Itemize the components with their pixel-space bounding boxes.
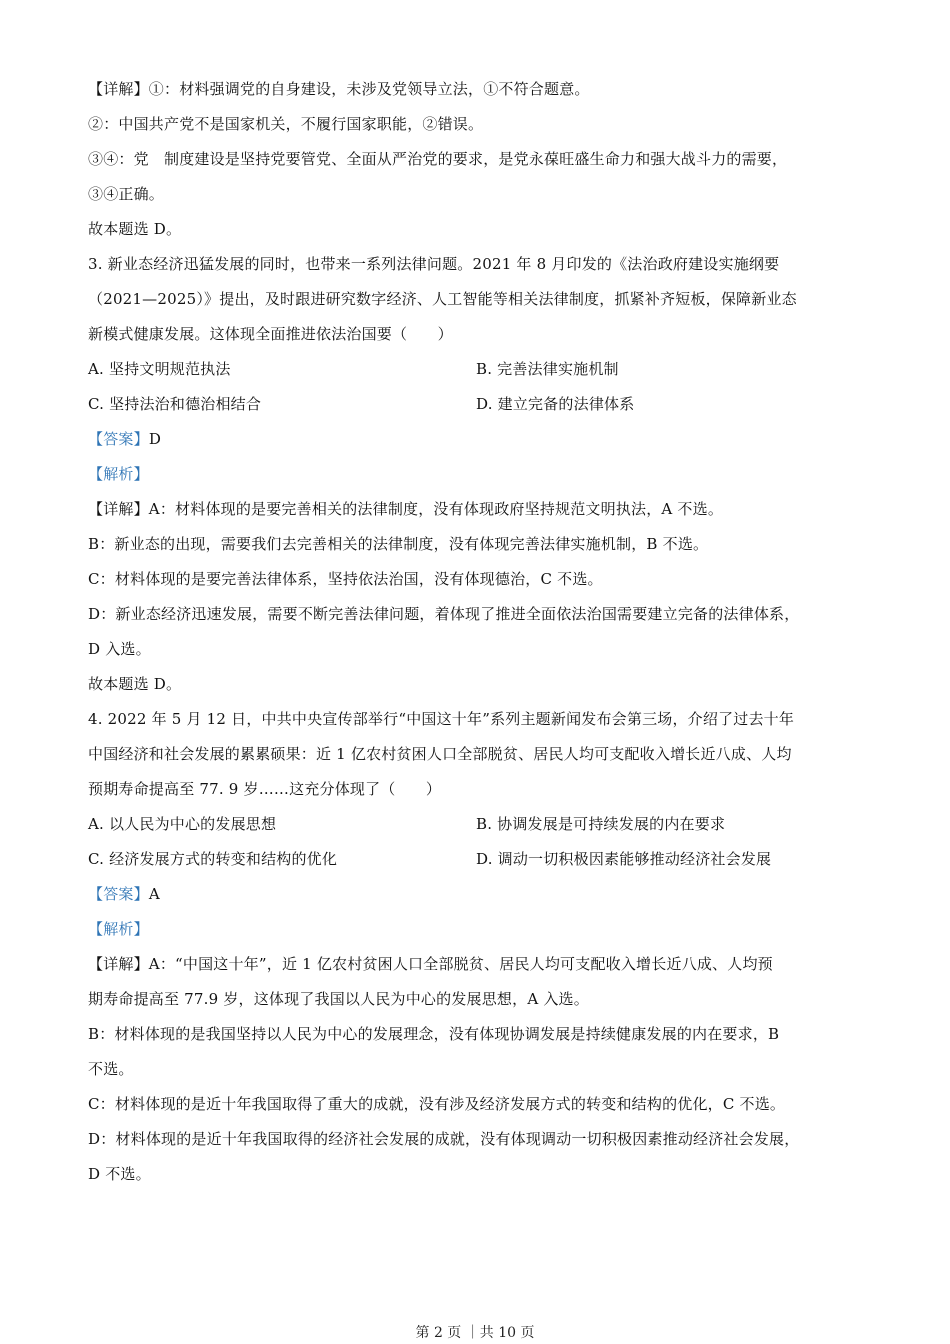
options-row bbox=[88, 842, 868, 877]
text-line: ③④：党 制度建设是坚持党要管党、全面从严治党的要求，是党永葆旺盛生命力和强大战斗力的需要， bbox=[88, 150, 788, 168]
answer-label: 【答案】 bbox=[88, 885, 149, 903]
text-line: 【详解】A：“中国这十年”，近 1 亿农村贫困人口全部脱贫、居民人均可支配收入增长近八成、人均预 bbox=[88, 955, 773, 973]
text-line: 故本题选 D。 bbox=[88, 220, 182, 238]
option-b: B. 协调发展是可持续发展的内在要求 bbox=[476, 815, 726, 833]
text-line: ②：中国共产党不是国家机关，不履行国家职能，②错误。 bbox=[88, 115, 484, 133]
page-footer: 第 2 页 ｜共 10 页 bbox=[415, 1325, 535, 1341]
question-stem: （2021—2025）》提出，及时跟进研究数字经济、人工智能等相关法律制度，抓紧补齐短板，保障新业态 bbox=[88, 290, 797, 308]
text-line: B：材料体现的是我国坚持以人民为中心的发展理念，没有体现协调发展是持续健康发展的内在要求，B bbox=[88, 1025, 780, 1043]
q2-explanation bbox=[88, 72, 868, 247]
option-a: A. 以人民为中心的发展思想 bbox=[88, 815, 277, 833]
analysis-label: 【解析】 bbox=[88, 920, 149, 938]
answer-value: D bbox=[148, 430, 162, 448]
text-line: 故本题选 D。 bbox=[88, 675, 182, 693]
options-row bbox=[88, 387, 868, 422]
options-row bbox=[88, 807, 868, 842]
text-line: D 不选。 bbox=[88, 1165, 151, 1183]
text-line: C：材料体现的是要完善法律体系，坚持依法治国，没有体现德治，C 不选。 bbox=[88, 570, 603, 588]
option-d: D. 调动一切积极因素能够推动经济社会发展 bbox=[476, 850, 772, 868]
text-line: C：材料体现的是近十年我国取得了重大的成就，没有涉及经济发展方式的转变和结构的优化，C 不选。 bbox=[88, 1095, 786, 1113]
answer-label: 【答案】 bbox=[88, 430, 149, 448]
options-row bbox=[88, 352, 868, 387]
option-c: C. 坚持法治和德治相结合 bbox=[88, 395, 262, 413]
text-line: 【详解】①：材料强调党的自身建设，未涉及党领导立法，①不符合题意。 bbox=[88, 80, 590, 98]
document-page bbox=[88, 72, 868, 1192]
text-line: 【详解】A：材料体现的是要完善相关的法律制度，没有体现政府坚持规范文明执法，A 不选。 bbox=[88, 500, 724, 518]
text-line: 期寿命提高至 77.9 岁，这体现了我国以人民为中心的发展思想，A 入选。 bbox=[88, 990, 589, 1008]
text-line: ③④正确。 bbox=[88, 185, 165, 203]
text-line: 不选。 bbox=[88, 1060, 134, 1078]
question-4 bbox=[88, 702, 868, 1192]
question-stem: 预期寿命提高至 77. 9 岁……这充分体现了（ ） bbox=[88, 780, 442, 798]
analysis-label: 【解析】 bbox=[88, 465, 149, 483]
answer-value: A bbox=[148, 885, 160, 903]
question-stem: 中国经济和社会发展的累累硕果：近 1 亿农村贫困人口全部脱贫、居民人均可支配收入增长近八成、人均 bbox=[88, 745, 792, 763]
text-line: D 入选。 bbox=[88, 640, 151, 658]
question-stem: 4. 2022 年 5 月 12 日，中共中央宣传部举行“中国这十年”系列主题新闻发布会第三场，介绍了过去十年 bbox=[88, 710, 795, 728]
answer-line bbox=[88, 422, 868, 457]
question-3 bbox=[88, 247, 868, 702]
text-line: B：新业态的出现，需要我们去完善相关的法律制度，没有体现完善法律实施机制，B 不选。 bbox=[88, 535, 709, 553]
option-a: A. 坚持文明规范执法 bbox=[88, 360, 231, 378]
option-b: B. 完善法律实施机制 bbox=[476, 360, 619, 378]
text-line: D：新业态经济迅速发展，需要不断完善法律问题，着体现了推进全面依法治国需要建立完备的法律体系， bbox=[88, 605, 800, 623]
text-line: D：材料体现的是近十年我国取得的经济社会发展的成就，没有体现调动一切积极因素推动经济社会发展， bbox=[88, 1130, 800, 1148]
option-d: D. 建立完备的法律体系 bbox=[476, 395, 635, 413]
question-stem: 新模式健康发展。这体现全面推进依法治国要（ ） bbox=[88, 325, 453, 343]
answer-line bbox=[88, 877, 868, 912]
option-c: C. 经济发展方式的转变和结构的优化 bbox=[88, 850, 338, 868]
question-stem: 3. 新业态经济迅猛发展的同时，也带来一系列法律问题。2021 年 8 月印发的《法治政府建设实施纲要 bbox=[88, 255, 780, 273]
